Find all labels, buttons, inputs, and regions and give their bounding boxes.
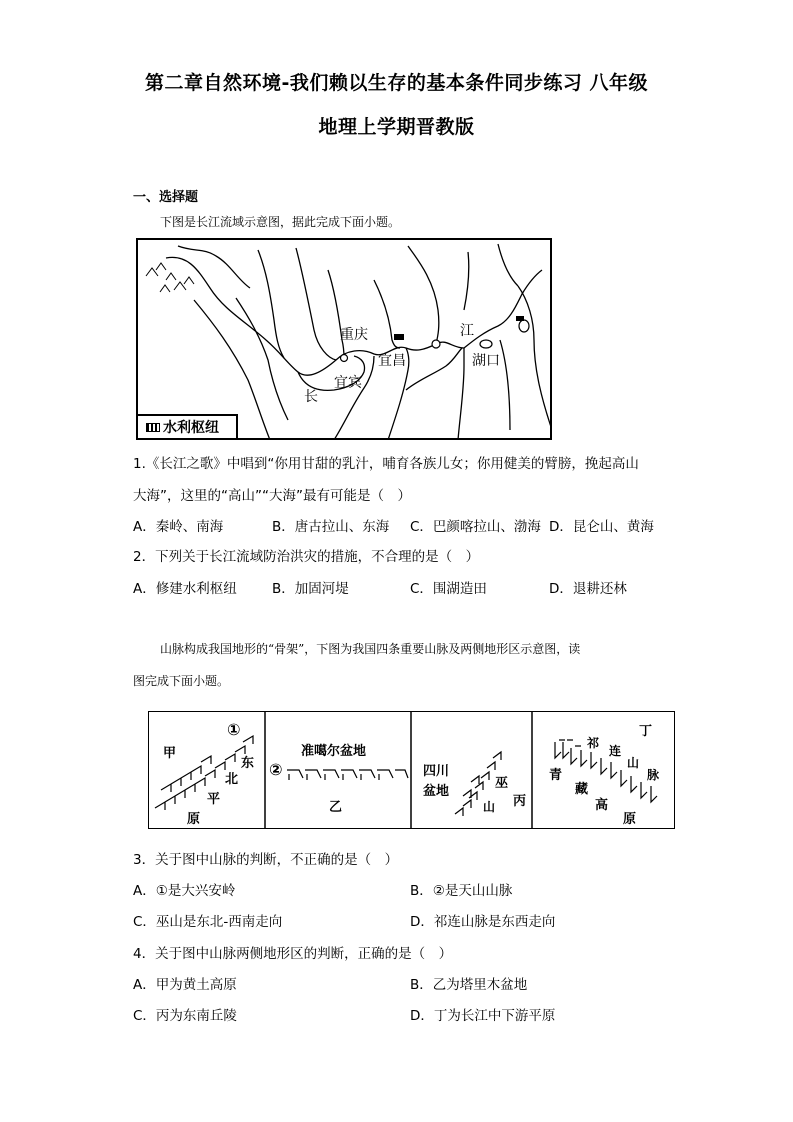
q1-option-c[interactable]: C．巴颜喀拉山、渤海 — [410, 519, 541, 535]
label-qing: 青 — [549, 768, 563, 783]
label-jia: 甲 — [163, 746, 177, 761]
label-circle-1: ① — [227, 720, 241, 739]
q2-option-a[interactable]: A．修建水利枢纽 — [133, 581, 237, 597]
map-label-hukou: 湖口 — [472, 353, 500, 369]
label-dong: 东 — [241, 756, 255, 771]
label-lian: 连 — [609, 744, 622, 758]
question-1-stem-line2: 大海”，这里的“高山”“大海”最有可能是（ ） — [133, 488, 411, 504]
map-label-jiang: 江 — [460, 323, 474, 339]
map-label-yibin: 宜宾 — [334, 375, 362, 391]
label-bing: 丙 — [513, 794, 527, 809]
map-label-chongqing: 重庆 — [340, 327, 368, 343]
q2-option-b[interactable]: B．加固河堤 — [272, 581, 349, 597]
label-bei: 北 — [225, 772, 239, 787]
label-circle-2: ② — [269, 760, 283, 779]
group1-intro: 下图是长江流域示意图，据此完成下面小题。 — [160, 215, 401, 229]
label-mai: 脉 — [647, 768, 660, 782]
section-heading: 一、选择题 — [133, 190, 199, 205]
q4-option-b[interactable]: B．乙为塔里木盆地 — [410, 977, 528, 993]
question-2-stem: 2．下列关于长江流域防治洪灾的措施，不合理的是（ ） — [133, 549, 480, 565]
q2-option-c[interactable]: C．围湖造田 — [410, 581, 487, 597]
dam-legend-icon — [146, 423, 160, 432]
label-junggar-basin: 准噶尔盆地 — [301, 744, 367, 759]
label-basin: 盆地 — [423, 784, 450, 799]
q3-option-a[interactable]: A．①是大兴安岭 — [133, 883, 236, 899]
q3-option-d[interactable]: D．祁连山脉是东西走向 — [410, 914, 556, 930]
question-1-stem-line1: 1.《长江之歌》中唱到“你用甘甜的乳汁，哺育各族儿女；你用健美的臂膀，挽起高山 — [133, 456, 639, 472]
q1-option-a[interactable]: A．秦岭、南海 — [133, 519, 224, 535]
q4-option-c[interactable]: C．丙为东南丘陵 — [133, 1008, 237, 1024]
label-yuan-p1: 原 — [187, 812, 201, 827]
label-wu: 巫 — [495, 776, 509, 791]
page-title-line1: 第二章自然环境-我们赖以生存的基本条件同步练习 八年级 — [144, 72, 648, 94]
label-qi: 祁 — [587, 736, 600, 750]
map-label-chang: 长 — [304, 389, 318, 405]
label-ding: 丁 — [639, 724, 653, 739]
label-ping: 平 — [207, 792, 221, 807]
question-3-stem: 3．关于图中山脉的判断，不正确的是（ ） — [133, 852, 399, 868]
map-legend — [138, 414, 238, 438]
label-sichuan: 四川 — [423, 764, 450, 779]
label-gao: 高 — [595, 798, 609, 813]
map-label-yichang: 宜昌 — [378, 353, 406, 369]
group2-intro-line2: 图完成下面小题。 — [133, 674, 230, 688]
yangtze-basin-map — [136, 238, 552, 440]
q3-option-c[interactable]: C．巫山是东北-西南走向 — [133, 914, 283, 930]
q1-option-b[interactable]: B．唐古拉山、东海 — [272, 519, 390, 535]
q3-option-b[interactable]: B．②是天山山脉 — [410, 883, 513, 899]
label-zang: 藏 — [575, 782, 589, 797]
label-yi: 乙 — [329, 800, 343, 815]
label-shan-p4: 山 — [627, 756, 640, 770]
label-shan-p3: 山 — [483, 800, 496, 814]
legend-label: 水利枢纽 — [163, 420, 219, 436]
q4-option-a[interactable]: A．甲为黄土高原 — [133, 977, 237, 993]
q2-option-d[interactable]: D．退耕还林 — [549, 581, 627, 597]
label-yuan-p4: 原 — [623, 812, 637, 827]
page-title-line2: 地理上学期晋教版 — [318, 116, 475, 138]
q4-option-d[interactable]: D．丁为长江中下游平原 — [410, 1008, 556, 1024]
group2-intro-line1: 山脉构成我国地形的“骨架”，下图为我国四条重要山脉及两侧地形区示意图，读 — [160, 642, 581, 656]
mountain-ranges-diagram — [148, 711, 675, 829]
q1-option-d[interactable]: D．昆仑山、黄海 — [549, 519, 654, 535]
question-4-stem: 4．关于图中山脉两侧地形区的判断，正确的是（ ） — [133, 946, 453, 962]
